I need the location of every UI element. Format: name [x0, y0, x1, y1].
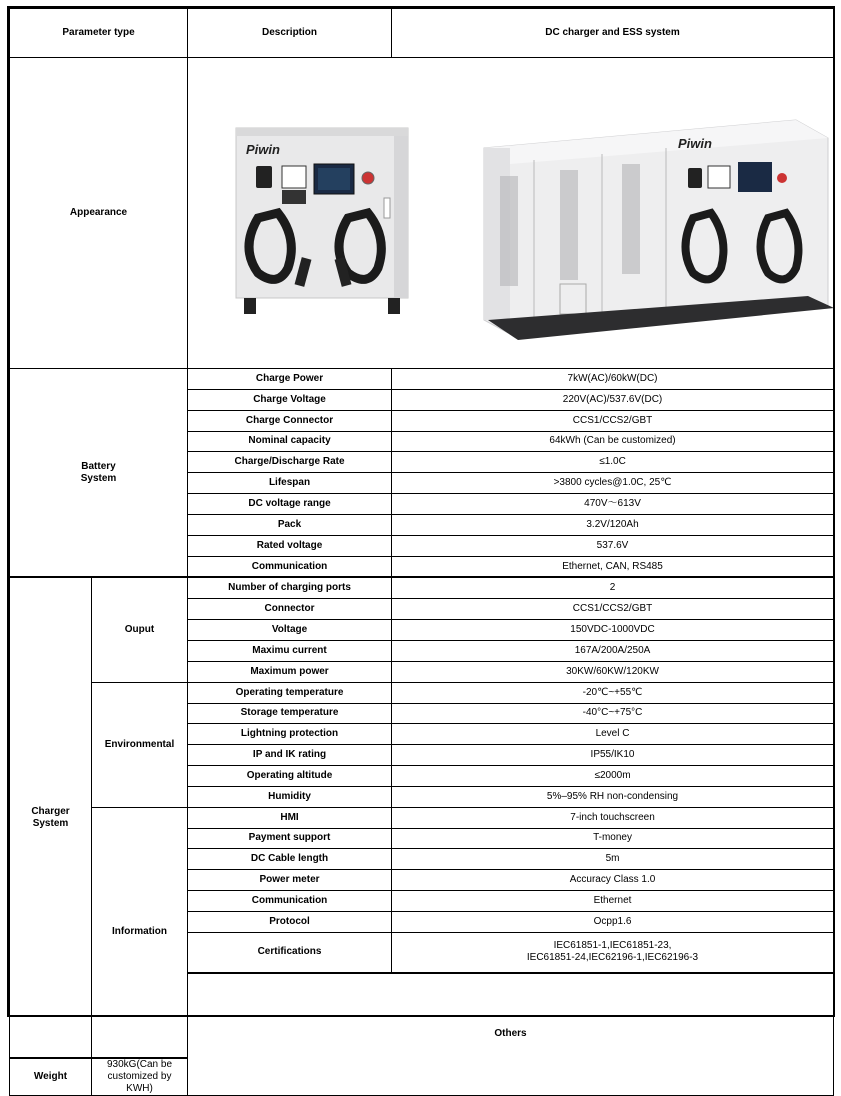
param-value: Accuracy Class 1.0: [392, 870, 834, 891]
param-name: HMI: [188, 807, 392, 828]
info-row-0: [10, 807, 834, 828]
param-value: Ethernet, CAN, RS485: [392, 556, 834, 577]
param-value: 220V(AC)/537.6V(DC): [392, 389, 834, 410]
param-name: Charge/Discharge Rate: [188, 452, 392, 473]
battery-label-line2: System: [80, 472, 117, 484]
param-value: 3.2V/120Ah: [392, 514, 834, 535]
param-value: 150VDC-1000VDC: [392, 620, 834, 641]
param-value: 5%–95% RH non-condensing: [392, 786, 834, 807]
output-group-label: Ouput: [92, 577, 188, 682]
cert-line1: IEC61851-1,IEC61851-23,: [553, 940, 672, 952]
param-name: Connector: [188, 599, 392, 620]
brand-logo-right: Piwin: [678, 136, 712, 151]
param-name: Protocol: [188, 911, 392, 932]
param-value: Ethernet: [392, 891, 834, 912]
param-value: ≤1.0C: [392, 452, 834, 473]
param-value: 537.6V: [392, 535, 834, 556]
param-value: Level C: [392, 724, 834, 745]
param-value: >3800 cycles@1.0C, 25℃: [392, 473, 834, 494]
param-value: 64kWh (Can be customized): [392, 431, 834, 452]
param-value: T-money: [392, 828, 834, 849]
appearance-row: [10, 58, 834, 369]
param-name: Number of charging ports: [188, 577, 392, 598]
param-name: Charge Power: [188, 369, 392, 390]
param-value: 2: [392, 577, 834, 598]
appearance-images: [188, 58, 834, 369]
param-name: Operating altitude: [188, 766, 392, 787]
param-name: Maximum power: [188, 661, 392, 682]
param-name: Certifications: [188, 932, 392, 973]
param-name: Storage temperature: [188, 703, 392, 724]
others-label: Others: [188, 973, 834, 1096]
charger-label-line1: Charger: [31, 805, 70, 817]
param-value: CCS1/CCS2/GBT: [392, 410, 834, 431]
charger-label-line2: System: [32, 817, 69, 829]
battery-row-0: [10, 369, 834, 390]
param-value: Ocpp1.6: [392, 911, 834, 932]
param-value: 7-inch touchscreen: [392, 807, 834, 828]
param-name: Maximu current: [188, 640, 392, 661]
ess-cabinet-illustration: [484, 120, 834, 340]
param-name: Communication: [188, 891, 392, 912]
output-row-0: [10, 577, 834, 598]
param-name: Lifespan: [188, 473, 392, 494]
param-name: Payment support: [188, 828, 392, 849]
param-name: Weight: [10, 1058, 92, 1096]
param-value: [392, 932, 834, 973]
param-value: -40°C~+75°C: [392, 703, 834, 724]
battery-system-label: [10, 369, 188, 578]
param-name: Voltage: [188, 620, 392, 641]
param-name: Pack: [188, 514, 392, 535]
param-value: 7kW(AC)/60kW(DC): [392, 369, 834, 390]
param-value: 30KW/60KW/120KW: [392, 661, 834, 682]
charger-unit-image: [188, 58, 834, 368]
param-name: Humidity: [188, 786, 392, 807]
cert-line2: IEC61851-24,IEC62196-1,IEC62196-3: [526, 952, 699, 964]
env-row-0: [10, 682, 834, 703]
param-value: -20℃~+55℃: [392, 682, 834, 703]
brand-logo-left: Piwin: [246, 142, 280, 157]
param-value: CCS1/CCS2/GBT: [392, 599, 834, 620]
param-value: 5m: [392, 849, 834, 870]
battery-label-line1: Battery: [81, 460, 116, 472]
param-name: DC voltage range: [188, 494, 392, 515]
header-description: Description: [188, 9, 392, 58]
header-parameter-type: Parameter type: [10, 9, 188, 58]
param-value: 930kG(Can be customized by KWH): [92, 1058, 188, 1096]
param-name: Charge Voltage: [188, 389, 392, 410]
compact-charger-illustration: [236, 128, 408, 314]
spec-table: [9, 8, 834, 1096]
param-name: Communication: [188, 556, 392, 577]
environmental-group-label: Environmental: [92, 682, 188, 807]
param-name: Lightning protection: [188, 724, 392, 745]
param-value: IP55/IK10: [392, 745, 834, 766]
param-value: ≤2000m: [392, 766, 834, 787]
param-name: Power meter: [188, 870, 392, 891]
param-name: IP and IK rating: [188, 745, 392, 766]
charger-system-label: [10, 577, 92, 1057]
header-product: DC charger and ESS system: [392, 9, 834, 58]
param-name: Charge Connector: [188, 410, 392, 431]
param-name: Nominal capacity: [188, 431, 392, 452]
appearance-label: Appearance: [10, 58, 188, 369]
header-row: [10, 9, 834, 58]
param-name: Operating temperature: [188, 682, 392, 703]
param-value: 470V～613V: [392, 494, 834, 515]
param-name: Rated voltage: [188, 535, 392, 556]
spec-sheet: [7, 6, 835, 1094]
param-name: DC Cable length: [188, 849, 392, 870]
information-group-label: Information: [92, 807, 188, 1058]
param-value: 167A/200A/250A: [392, 640, 834, 661]
